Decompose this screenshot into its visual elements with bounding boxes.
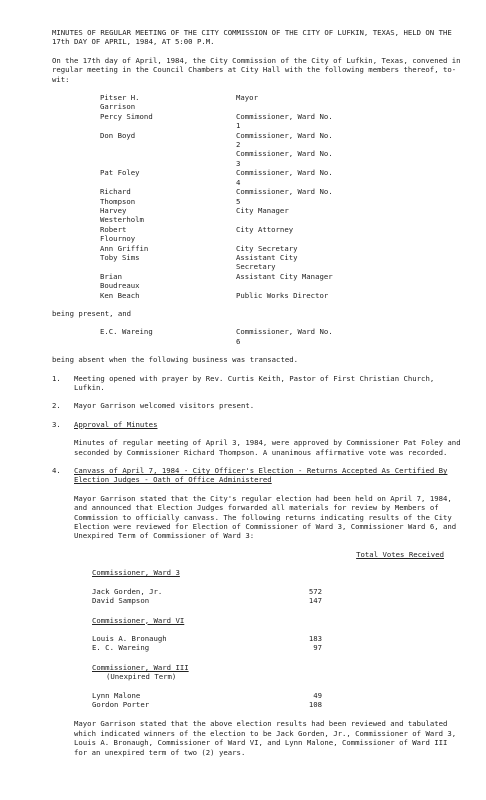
member-name: Pat Foley <box>100 168 140 178</box>
candidate-votes: 183 <box>308 633 322 643</box>
ward-title: Commissioner, Ward III <box>92 662 189 672</box>
member-row <box>52 187 462 206</box>
agenda-item-2 <box>52 401 462 410</box>
member-row <box>52 149 462 168</box>
ward-block <box>52 616 462 653</box>
ward-block <box>52 663 462 710</box>
member-name: Ken Beach <box>100 290 140 300</box>
member-title: Assistant City Manager <box>236 271 333 281</box>
member-name: Ann Griffin <box>100 243 149 253</box>
item-text: Meeting opened with prayer by Rev. Curtis Keith, Pastor of First Christian Church, Lufkin. <box>74 373 435 392</box>
minutes-header: MINUTES OF REGULAR MEETING OF THE CITY COMMISSION OF THE CITY OF LUFKIN, TEXAS, HELD ON THE 17th DAY OF APRIL, 1984, AT 5:00 P.M. <box>52 28 452 47</box>
member-title: Public Works Director <box>236 290 329 300</box>
candidate-name: E. C. Wareing <box>92 643 150 653</box>
item-text: Mayor Garrison stated that the City's regular election had been held on April 7, 1984, and announced that Election Judges forwarded all materials for review by Members of Commission to officially canvass. The following returns indicating results of the City Election were reviewed for Election of Commissioner of Ward 3, Commissioner Ward 6, and Unexpired Term of Commissioner of Ward 3: <box>74 493 457 541</box>
member-row <box>52 131 462 150</box>
item-text: Mayor Garrison welcomed visitors present. <box>74 401 255 411</box>
member-name: Brian Boudreaux <box>100 271 140 291</box>
member-title: City Attorney <box>236 224 294 234</box>
candidate-votes: 147 <box>308 596 322 606</box>
member-title: Commissioner, Ward No. 5 <box>236 187 333 206</box>
candidate-name: Louis A. Bronaugh <box>92 633 167 643</box>
candidate-row <box>52 634 462 643</box>
candidate-name: Lynn Malone <box>92 690 141 700</box>
ward-subtitle: (Unexpired Term) <box>106 672 177 682</box>
member-title: Commissioner, Ward No. 2 <box>236 130 333 150</box>
candidate-name: Gordon Porter <box>92 699 150 709</box>
member-row <box>52 225 462 244</box>
candidate-row <box>52 643 462 652</box>
item-number: 1. <box>52 373 61 383</box>
member-name: Don Boyd <box>100 130 136 140</box>
member-name: Richard Thompson <box>100 187 136 206</box>
members-roster <box>52 93 462 300</box>
agenda-item-3 <box>52 420 462 429</box>
candidate-row <box>52 587 462 596</box>
minutes-page <box>52 28 462 757</box>
member-name: Percy Simond <box>100 111 153 121</box>
agenda-item-4 <box>52 466 462 485</box>
member-title: Commissioner, Ward No. 1 <box>236 111 333 131</box>
ward-title: Commissioner, Ward VI <box>92 615 185 625</box>
election-results <box>52 568 462 709</box>
candidate-votes: 49 <box>313 690 322 700</box>
member-name: Harvey Westerholm <box>100 205 144 225</box>
absent-member-row <box>52 327 462 346</box>
member-row <box>52 272 462 291</box>
member-row <box>52 93 462 112</box>
member-row <box>52 206 462 225</box>
member-row <box>52 112 462 131</box>
member-title: City Secretary <box>236 243 298 253</box>
member-title: Commissioner, Ward No. 4 <box>236 168 333 187</box>
intro-paragraph: On the 17th day of April, 1984, the City Commission of the City of Lufkin, Texas, convened in regular meeting in the Council Chambers at City Hall with the following members thereof, to-wit: <box>52 55 461 84</box>
member-name: Toby Sims <box>100 252 140 262</box>
item-text: Minutes of regular meeting of April 3, 1984, were approved by Commissioner Pat Foley and seconded by Commissioner Richard Thompson. A unanimous affirmative vote was recorded. <box>74 438 461 457</box>
agenda-item-1 <box>52 374 462 393</box>
item-title: Approval of Minutes <box>74 419 158 429</box>
member-name: Pitser H. Garrison <box>100 93 140 112</box>
absent-text: being absent when the following business was transacted. <box>52 355 299 365</box>
member-name <box>52 149 156 168</box>
member-row <box>52 291 462 300</box>
member-row <box>52 244 462 253</box>
member-name: Robert Flournoy <box>100 224 136 244</box>
member-row <box>52 168 462 187</box>
closing-paragraph: Mayor Garrison stated that the above election results had been reviewed and tabulated which indicated winners of the election to be Jack Gorden, Jr., Commissioner of Ward 3, Louis A. Bronaugh, Commissioner of Ward VI, and Lynn Malone, Commissioner of Ward III for an unexpired term of two (2) years. <box>74 719 457 757</box>
quorum-text: being present, and <box>52 308 132 318</box>
ward-block <box>52 568 462 605</box>
absent-member-name: E.C. Wareing <box>100 327 153 337</box>
item-title: Canvass of April 7, 1984 - City Officer's Election - Returns Accepted As Certified By Election Judges - Oath of Office Administered <box>74 466 448 485</box>
candidate-votes: 572 <box>308 586 322 596</box>
item-number: 4. <box>52 466 61 476</box>
candidate-votes: 108 <box>308 699 322 709</box>
member-title: Assistant City Secretary <box>236 252 298 272</box>
candidate-name: David Sampson <box>92 596 150 606</box>
item-number: 2. <box>52 401 61 411</box>
member-title: City Manager <box>236 205 289 215</box>
candidate-row <box>52 700 462 709</box>
ward-title: Commissioner, Ward 3 <box>92 568 180 578</box>
member-title: Commissioner, Ward No. 3 <box>236 149 333 168</box>
candidate-row <box>52 596 462 605</box>
absent-member-title: Commissioner, Ward No. 6 <box>236 327 333 346</box>
candidate-name: Jack Gorden, Jr. <box>92 586 163 596</box>
member-row <box>52 253 462 272</box>
votes-column-header: Total Votes Received <box>356 549 444 559</box>
candidate-votes: 97 <box>313 643 322 653</box>
member-title: Mayor <box>236 93 258 103</box>
candidate-row <box>52 691 462 700</box>
item-number: 3. <box>52 419 61 429</box>
